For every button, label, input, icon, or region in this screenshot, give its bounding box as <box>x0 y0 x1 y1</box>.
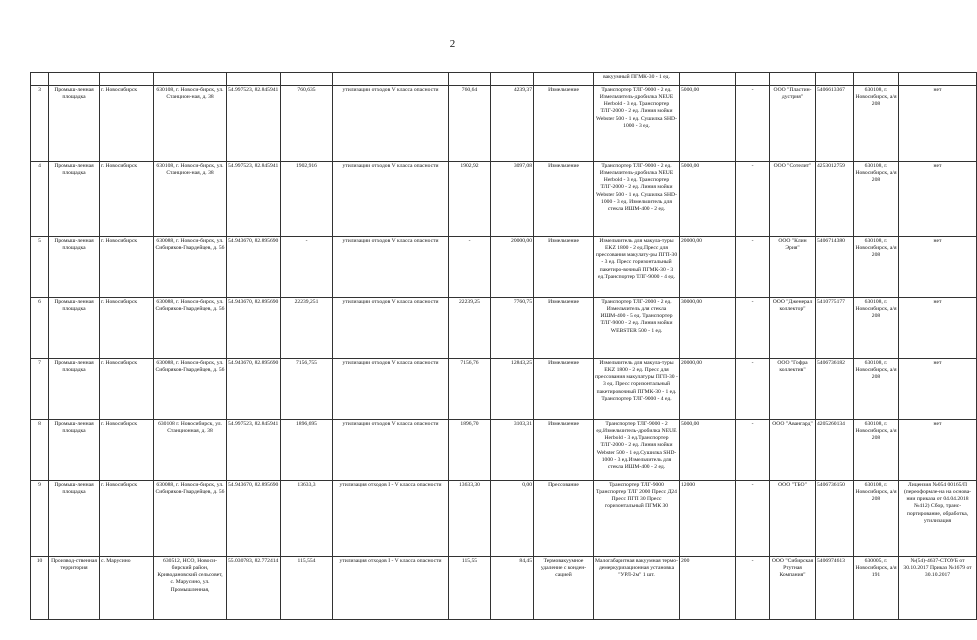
process-cell: Термовакуумное удаление с конден-сацией <box>534 557 594 620</box>
process-cell: Измельчение <box>534 237 594 298</box>
city-cell: г. Новосибирск <box>100 237 154 298</box>
capacity-cell: 20000,00 <box>680 359 736 420</box>
organization-cell: ООО "Дженерал коллектор" <box>770 298 816 359</box>
capacity-cell: 5000,00 <box>680 420 736 481</box>
table-container <box>30 72 972 638</box>
organization-cell: ООО "Авангард" <box>770 420 816 481</box>
coordinates-cell: 54.943670, 82.895690 <box>227 359 281 420</box>
capacity-cell: 5000,00 <box>680 162 736 237</box>
row-number-cell: 9 <box>31 481 49 557</box>
license-cell: нет <box>899 359 977 420</box>
page-number: 2 <box>449 38 456 50</box>
value-1-cell: - <box>449 237 491 298</box>
city-cell: г. Новосибирск <box>100 86 154 162</box>
capacity-cell: 5000,00 <box>680 86 736 162</box>
coordinates-cell: 54.943670, 82.895690 <box>227 481 281 557</box>
amount-cell: 7156,755 <box>281 359 333 420</box>
inn-cell: 4253012759 <box>816 162 854 237</box>
inn-cell: 4205260134 <box>816 420 854 481</box>
capacity-cell: 20000,00 <box>680 237 736 298</box>
capacity-cell: 30000,00 <box>680 298 736 359</box>
inn-cell: 5406714380 <box>816 237 854 298</box>
amount-cell: 1902,916 <box>281 162 333 237</box>
row-number-cell: 5 <box>31 237 49 298</box>
value-2-cell: 3097,08 <box>491 162 534 237</box>
empty-marker-cell: - <box>736 162 770 237</box>
coordinates-cell: 54.997523, 82.845941 <box>227 420 281 481</box>
site-type-cell: Промыш-ленная площадка <box>49 162 100 237</box>
inn-cell: 5406736182 <box>816 359 854 420</box>
value-1-cell: 115,55 <box>449 557 491 620</box>
table-row <box>31 557 977 620</box>
coordinates-cell: 55.030783, 82.772414 <box>227 557 281 620</box>
process-cell: Измельчение <box>534 420 594 481</box>
amount-cell: 115,554 <box>281 557 333 620</box>
site-type-cell: Промыш-ленная площадка <box>49 420 100 481</box>
postal-address-cell: 630108, г. Новосибирск, а/я 208 <box>854 86 899 162</box>
city-cell: г. Новосибирск <box>100 298 154 359</box>
purpose-cell: утилизация отходов I - V класса опасности <box>333 557 449 620</box>
process-cell: Прессование <box>534 481 594 557</box>
site-type-cell: Промыш-ленная площадка <box>49 481 100 557</box>
value-2-cell: 12843,25 <box>491 359 534 420</box>
value-1-cell: 1902,92 <box>449 162 491 237</box>
address-cell: 630108, г. Новоси-бирск, ул. Станцион-ная, д. 38 <box>154 162 227 237</box>
empty-marker-cell: - <box>736 481 770 557</box>
address-cell: 630088, г. Новоси-бирск, ул. Сибиряков-Гвардейцев, д. 56 <box>154 298 227 359</box>
row-number-cell: 4 <box>31 162 49 237</box>
address-cell: 630108, г. Новоси-бирск, ул. Станцион-ная, д. 38 <box>154 86 227 162</box>
organization-cell: ООО "Сибирская Ртутная Компания" <box>770 557 816 620</box>
equipment-cell: Транспортер ТЛГ-2000 - 2 ед. Измельчитель для стекла ИШМ-400 - 5 ед. Транспортер ТЛГ-9000 - 2 ед. Линия мойки WEBSTER 500 - 1 ед. <box>594 298 680 359</box>
purpose-cell: утилизации отходов V класса опасности <box>333 86 449 162</box>
process-cell: Измельчение <box>534 298 594 359</box>
equipment-cell: Транспортер ТЛГ-9000 - 2 ед.Измельчитель-дробилка NEUE Herbold - 3 ед.Транспортер ТЛГ-2000 - 2 ед. Линия мойки Webster 500 - 1 ед.Сушилка SHD-1000 - 3 ед.Измельчитель для стекла ИШМ-400 - 2 ед. <box>594 420 680 481</box>
equipment-cell: Транспортер ТЛГ-9000 - 2 ед. Измельчитель-дробилка NEUE Herbold - 3 ед. Транспортер ТЛГ-2000 - 2 ед. Линия мойки Webster 500 - 1 ед. Сушилка SHD-1000 - 3 ед. Измельчитель для стекла ИШМ-400 - 2 ед. <box>594 162 680 237</box>
table-row <box>31 73 977 86</box>
inn-cell: 5406974613 <box>816 557 854 620</box>
address-cell: 630088, г. Новоси-бирск, ул. Сибиряков-Гвардейцев, д. 56 <box>154 237 227 298</box>
empty-marker-cell: - <box>736 86 770 162</box>
amount-cell: 22239,251 <box>281 298 333 359</box>
equipment-cell: Транспортер ТЛГ-9000 Транспортер ТЛГ 2000 Пресс Д24 Пресс ПГП 30 Пресс горизонтальный ПГМК 30 <box>594 481 680 557</box>
purpose-cell: утилизации отходов V класса опасности <box>333 359 449 420</box>
postal-address-cell: 630005, г. Новосибирск, а/я 191 <box>854 557 899 620</box>
row-number-cell: 7 <box>31 359 49 420</box>
empty-marker-cell: - <box>736 557 770 620</box>
site-type-cell: Промыш-ленная площадка <box>49 359 100 420</box>
city-cell: г. Новосибирск <box>100 359 154 420</box>
site-type-cell: Промыш-ленная площадка <box>49 298 100 359</box>
amount-cell: 760,635 <box>281 86 333 162</box>
row-number-cell: 10 <box>31 557 49 620</box>
value-1-cell: 13633,30 <box>449 481 491 557</box>
value-1-cell: 1896,70 <box>449 420 491 481</box>
site-type-cell: Производ-ственная территория <box>49 557 100 620</box>
postal-address-cell: 630108, г. Новосибирск, а/я 208 <box>854 298 899 359</box>
amount-cell: 13633,3 <box>281 481 333 557</box>
value-2-cell: 7760,75 <box>491 298 534 359</box>
row-number-cell: 8 <box>31 420 49 481</box>
address-cell: 630512, НСО, Новоси-бирский район, Криводановский сельсовет, с. Марусино, ул. Промышленная, <box>154 557 227 620</box>
purpose-cell: утилизации отходов V класса опасности <box>333 420 449 481</box>
row-number-cell: 3 <box>31 86 49 162</box>
license-cell: Лицензия №054 00165/П (переоформле-на на основа-нии приказа от 04.04.2018 №412) Сбор, транс-портирование, обработка, утилизация <box>899 481 977 557</box>
postal-address-cell: 630108, г. Новосибирск, а/я 208 <box>854 420 899 481</box>
table-row <box>31 420 977 481</box>
license-cell: №(54)-4637-СТОУБ от 30.10.2017 Приказ №1679 от 30.10.2017 <box>899 557 977 620</box>
process-cell: Измельчение <box>534 86 594 162</box>
empty-marker-cell: - <box>736 298 770 359</box>
amount-cell: - <box>281 237 333 298</box>
organization-cell: ООО "Клин Эрия" <box>770 237 816 298</box>
purpose-cell: утилизация отходов I - V класса опасности <box>333 481 449 557</box>
capacity-cell: 200 <box>680 557 736 620</box>
address-cell: 630088, г. Новоси-бирск, ул. Сибиряков-Гвардейцев, д. 56 <box>154 481 227 557</box>
table-row <box>31 481 977 557</box>
postal-address-cell: 630108, г. Новосибирск, а/я 208 <box>854 359 899 420</box>
city-cell: г. Новосибирск <box>100 162 154 237</box>
purpose-cell: утилизации отходов V класса опасности <box>333 237 449 298</box>
license-cell: нет <box>899 420 977 481</box>
facilities-table <box>30 72 977 620</box>
purpose-cell: утилизации отходов V класса опасности <box>333 162 449 237</box>
organization-cell: ООО "Пластин-дустрия" <box>770 86 816 162</box>
table-row <box>31 237 977 298</box>
inn-cell: 5406736150 <box>816 481 854 557</box>
address-cell: 630088, г. Новоси-бирск, ул. Сибиряков-Гвардейцев, д. 56 <box>154 359 227 420</box>
empty-marker-cell: - <box>736 420 770 481</box>
coordinates-cell: 54.943670, 82.895690 <box>227 237 281 298</box>
table-row <box>31 162 977 237</box>
empty-marker-cell: - <box>736 237 770 298</box>
organization-cell: ООО "Сотелит" <box>770 162 816 237</box>
table-row <box>31 298 977 359</box>
site-type-cell: Промыш-ленная площадка <box>49 86 100 162</box>
coordinates-cell: 54.997523, 82.845941 <box>227 86 281 162</box>
equipment-cell: Малогабаритная вакуумная термо-демеркуризационная установка "УРЛ-2м" 1 шт. <box>594 557 680 620</box>
equipment-cell: Измельчитель для макула-туры EKZ 1800 - 2 ед. Пресс для прессования макулатуры ПГП-30 - 3 ед. Пресс горизонтальный пакетировочный ПГМК-30 - 1 ед. Транспортер ТЛГ-9000 - 4 ед. <box>594 359 680 420</box>
license-cell: нет <box>899 162 977 237</box>
table-row <box>31 359 977 420</box>
value-2-cell: 4239,37 <box>491 86 534 162</box>
equipment-cell: Измельчитель для макула-туры EKZ 1800 - 2 ед.Пресс для прессования макулату-ры ПГП-30 - 3 ед. Пресс горизонтальный пакетиро-вочный ПГМК-30 - 3 ед.Транспортер ТЛГ-9000 - 4 ед. <box>594 237 680 298</box>
process-cell: Измельчение <box>534 359 594 420</box>
license-cell: нет <box>899 237 977 298</box>
license-cell: нет <box>899 86 977 162</box>
city-cell: г. Новосибирск <box>100 481 154 557</box>
empty-marker-cell: - <box>736 359 770 420</box>
postal-address-cell: 630108, г. Новосибирск, а/я 208 <box>854 237 899 298</box>
organization-cell: ООО "Гофра коллектив" <box>770 359 816 420</box>
address-cell: 630108 г. Новосибирск, ул. Станционная, д. 38 <box>154 420 227 481</box>
value-1-cell: 760,64 <box>449 86 491 162</box>
inn-cell: 5410775177 <box>816 298 854 359</box>
value-2-cell: 0,00 <box>491 481 534 557</box>
value-2-cell: 20000,00 <box>491 237 534 298</box>
postal-address-cell: 630108, г. Новосибирск, а/я 208 <box>854 162 899 237</box>
row-number-cell: 6 <box>31 298 49 359</box>
value-1-cell: 22239,25 <box>449 298 491 359</box>
city-cell: г. Новосибирск <box>100 420 154 481</box>
table-row <box>31 86 977 162</box>
equipment-cell: вакуумный ПГМК-30 - 1 ед. <box>594 73 680 86</box>
inn-cell: 5406613367 <box>816 86 854 162</box>
organization-cell: ООО "ТБО" <box>770 481 816 557</box>
city-cell: с. Марусино <box>100 557 154 620</box>
coordinates-cell: 54.943670, 82.895690 <box>227 298 281 359</box>
purpose-cell: утилизации отходов V класса опасности <box>333 298 449 359</box>
equipment-cell: Транспортер ТЛГ-9000 - 2 ед. Измельчитель-дробилка NEUE Herbold - 3 ед. Транспортер ТЛГ-2000 - 2 ед. Линия мойки Webster 500 - 1 ед. Сушилка SHD-1000 - 3 ед. <box>594 86 680 162</box>
coordinates-cell: 54.997523, 82.845941 <box>227 162 281 237</box>
value-1-cell: 7156,76 <box>449 359 491 420</box>
process-cell: Измельчение <box>534 162 594 237</box>
value-2-cell: 84,45 <box>491 557 534 620</box>
amount-cell: 1896,695 <box>281 420 333 481</box>
site-type-cell: Промыш-ленная площадка <box>49 237 100 298</box>
capacity-cell: 12000 <box>680 481 736 557</box>
postal-address-cell: 630108, г. Новосибирск, а/я 208 <box>854 481 899 557</box>
value-2-cell: 3103,31 <box>491 420 534 481</box>
license-cell: нет <box>899 298 977 359</box>
